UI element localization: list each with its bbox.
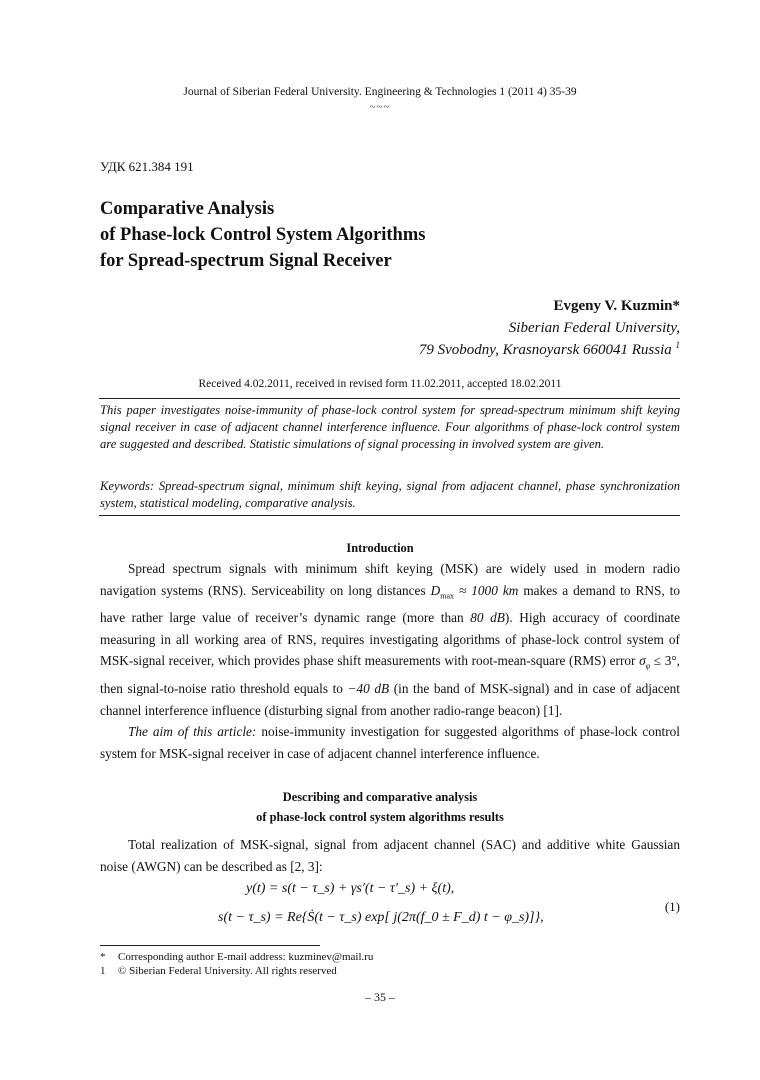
equation-line-2: s(t − τ_s) = Re{Ṡ(t − τ_s) exp[ j(2π(f_0 ± F_d) t − φ_s)]},	[218, 910, 544, 925]
math-d-value: ≈ 1000 km	[454, 582, 519, 598]
aim-label: The aim of this article:	[128, 724, 257, 740]
introduction-body	[100, 558, 680, 765]
author-address	[419, 340, 680, 359]
footnote-2-mark: 1	[100, 965, 106, 977]
received-dates: Received 4.02.2011, received in revised form 11.02.2011, accepted 18.02.2011	[198, 378, 562, 390]
page-number: – 35 –	[365, 990, 395, 1004]
intro-paragraph-1	[100, 558, 680, 721]
intro-text-d: , then signal-to-noise ratio threshold equals to	[100, 653, 680, 696]
journal-header: Journal of Siberian Federal University. Engineering & Technologies 1 (2011 4) 35-39	[183, 86, 577, 98]
math-d: D	[430, 582, 441, 598]
affiliation-mark: 1	[675, 340, 680, 350]
abstract-top-rule	[99, 398, 680, 399]
math-sigma-symbol: σ	[639, 653, 646, 669]
math-sigma-value: ≤ 3°	[650, 653, 677, 669]
section2-heading-line2: of phase-lock control system algorithms results	[256, 810, 504, 824]
title-line-1: Comparative Analysis	[100, 199, 275, 219]
introduction-heading: Introduction	[346, 541, 414, 555]
equation-line-1: y(t) = s(t − τ_s) + γs′(t − τ′_s) + ξ(t),	[246, 881, 455, 896]
section2-body	[100, 834, 680, 877]
footnote-1-text: Corresponding author E-mail address: kuzminev@mail.ru	[118, 951, 374, 963]
math-d-sub: max	[440, 591, 455, 601]
intro-paragraph-2	[100, 721, 680, 764]
title-line-2: of Phase-lock Control System Algorithms	[100, 225, 426, 245]
equation-number: (1)	[664, 899, 680, 914]
math-dmax	[430, 582, 519, 601]
paper-title	[100, 196, 660, 274]
keywords: Keywords: Spread-spectrum signal, minimum shift keying, signal from adjacent channel, phase synchronization system, statistical modeling, comparative analysis.	[100, 479, 680, 511]
title-line-3: for Spread-spectrum Signal Receiver	[100, 251, 392, 271]
footnote-1	[100, 951, 373, 963]
footnote-rule	[100, 945, 320, 946]
math-minus40db: −40 dB	[347, 680, 390, 696]
header-ornament: ~~~	[369, 101, 391, 113]
udk-code: УДК 621.384 191	[100, 159, 194, 174]
author-name: Evgeny V. Kuzmin*	[553, 298, 680, 314]
footnote-1-mark: *	[100, 951, 106, 963]
intro-text-c: ). High accuracy of coordinate measuring in all working area of RNS, requires investigating algorithms of phase-lock control system of MSK-signal receiver, which provides phase shift measurements with root-mean-square (RMS) error	[100, 610, 680, 669]
footnote-2	[100, 965, 337, 977]
math-sigma-sub: φ	[645, 662, 651, 672]
intro-text-a: Spread spectrum signals with minimum shift keying (MSK) are widely used in modern radio navigation systems (RNS). Serviceability on long distances	[100, 561, 680, 598]
aim-text: noise-immunity investigation for suggested algorithms of phase-lock control system for MSK-signal receiver in case of adjacent channel interference influence.	[100, 724, 681, 761]
author-affiliation: Siberian Federal University,	[508, 320, 680, 336]
section2-heading-line1: Describing and comparative analysis	[282, 790, 478, 804]
intro-text-b: makes a demand to RNS, to have rather large value of receiver’s dynamic range (more than	[100, 582, 681, 626]
math-sigma	[639, 653, 677, 672]
math-80db: 80 dB	[470, 610, 505, 626]
address-text: 79 Svobodny, Krasnoyarsk 660041 Russia	[418, 342, 672, 358]
section2-paragraph-1: Total realization of MSK-signal, signal from adjacent channel (SAC) and additive white Gaussian noise (AWGN) can be described as [2, 3]:	[100, 837, 680, 874]
abstract: This paper investigates noise-immunity of phase-lock control system for spread-spectrum minimum shift keying signal receiver in case of adjacent channel interference influence. Four algorithms of phase-lock control system are suggested and described. Statistic simulations of signal processing in involved system are given.	[100, 403, 680, 452]
intro-text-e: (in the band of MSK-signal) and in case of adjacent channel interference influence (disturbing signal from another radio-range beacon) [1].	[100, 680, 680, 718]
footnote-2-text: © Siberian Federal University. All rights reserved	[118, 965, 337, 977]
abstract-bottom-rule	[99, 515, 680, 516]
